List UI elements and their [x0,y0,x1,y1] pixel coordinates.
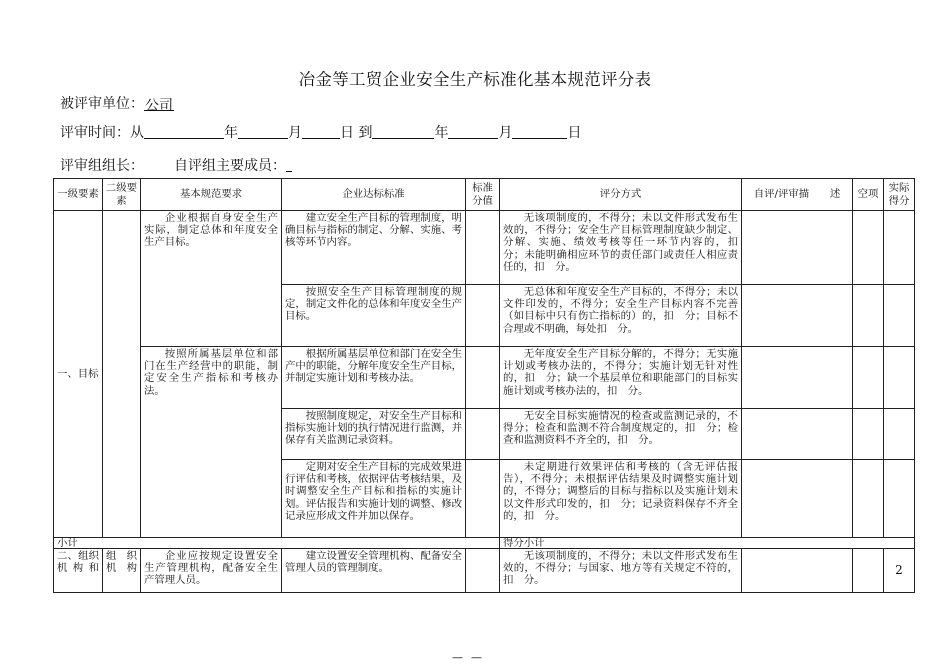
standard-cell: 根据所属基层单位和部门在安全生产中的职能，分解年度安全生产目标，并制定实施计划和考核办法。 [282,347,466,409]
self-review-cell[interactable] [742,285,853,347]
subtotal-row [54,538,915,549]
standard-score-cell[interactable] [466,347,500,409]
actual-score-cell[interactable] [884,409,915,460]
standard-score-cell[interactable] [466,409,500,460]
time-to-label: 到 [358,125,373,141]
empty-item-cell[interactable] [853,347,884,409]
standard-cell: 建立安全生产目标的管理制度，明确目标与指标的制定、分解、实施、考核等环节内容。 [282,211,466,285]
actual-score-cell[interactable] [884,347,915,409]
section1-requirement-a: 企业根据自身安全生产实际，制定总体和年度安全生产目标。 [141,211,282,347]
header-actual-score: 实际得分 [884,179,915,211]
self-review-cell[interactable] [742,549,853,593]
start-year-field[interactable] [144,123,224,139]
header-lvl1: 一级要素 [54,179,103,211]
review-time-line [60,122,581,142]
scoring-method-cell: 无安全目标实施情况的检查或监测记录的，不得分；检查和监测不符合制度规定的，扣 分；检查和监测资料不齐全的，扣 分。 [500,409,742,460]
section2-lvl1: 二、组织机构和 [54,549,103,593]
actual-score-cell[interactable] [884,211,915,285]
end-year-field[interactable] [372,123,434,139]
empty-item-cell[interactable] [853,549,884,593]
team-leader-label: 评审组组长： [60,158,144,174]
standard-score-cell[interactable] [466,549,500,593]
empty-item-cell[interactable] [853,409,884,460]
start-day-field[interactable] [302,123,340,139]
standard-cell: 按照安全生产目标管理制度的规定，制定文件化的总体和年度安全生产目标。 [282,285,466,347]
table-row [54,549,915,593]
self-review-cell[interactable] [742,347,853,409]
table-header-row [54,179,915,211]
start-month-field[interactable] [238,123,288,139]
standard-cell: 定期对安全生产目标的完成效果进行评估和考核，依据评估考核结果，及时调整安全生产目标和指标的实施计划。评估报告和实施计划的调整、修改记录应形成文件并加以保存。 [282,460,466,538]
section1-requirement-b: 按照所属基层单位和部门在生产经营中的职能，制定安全生产指标和考核办法。 [141,347,282,538]
scoring-method-cell: 无该项制度的，不得分；未以文件形式发布生效的，不得分；安全生产目标管理制度缺少制定、分解、实施、绩效考核等任一环节内容的，扣 分；未能明确相应环节的责任部门或责任人相应责任的，扣 分。 [500,211,742,285]
table-row [54,347,915,409]
section1-lvl1: 一、目标 [54,211,103,538]
section2-requirement: 企业应按规定设置安全生产管理机构，配备安全生产管理人员。 [141,549,282,593]
section2-lvl2: 组织机构 [103,549,141,593]
reviewed-unit-field[interactable] [144,95,174,114]
reviewed-unit-line [60,93,174,113]
end-day-field[interactable] [512,123,567,139]
scoring-method-cell: 无总体和年度安全生产目标的，不得分；未以文件印发的，不得分；安全生产目标内容不完善（如目标中只有伤亡指标的）的，扣 分；目标不合理或不明确，每处扣 分。 [500,285,742,347]
review-team-line [60,155,292,175]
reviewed-unit-label: 被评审单位： [60,96,144,112]
header-basic-requirements: 基本规范要求 [141,179,282,211]
section1-lvl2-cell[interactable] [103,211,141,538]
end-month-unit: 月 [498,125,513,141]
subtotal-label: 小计 [54,538,500,549]
document-title: 冶金等工贸企业安全生产标准化基本规范评分表 [298,70,652,89]
scoring-method-cell: 无该项制度的，不得分；未以文件形式发布生效的，不得分；与国家、地方等有关规定不符的，扣 分。 [500,549,742,593]
end-year-unit: 年 [434,125,449,141]
team-members-label: 自评组主要成员： [174,158,286,174]
team-members-field[interactable] [286,156,292,172]
start-month-unit: 月 [288,125,302,141]
actual-score-cell[interactable] [884,460,915,538]
page-number-mark: —— [452,651,490,664]
review-time-label: 评审时间：从 [60,125,144,141]
standard-cell: 按照制度规定，对安全生产目标和指标实施计划的执行情况进行监测，并保存有关监测记录资料。 [282,409,466,460]
self-review-cell[interactable] [742,460,853,538]
scoring-method-cell: 无年度安全生产目标分解的，不得分；无实施计划或考核办法的，不得分；实施计划无针对性的，扣 分；缺一个基层单位和职能部门的目标实施计划或考核办法的，扣 分。 [500,347,742,409]
scoring-table [53,178,915,593]
scoring-method-cell: 未定期进行效果评估和考核的（含无评估报告），不得分；未根据评估结果及时调整实施计划的，不得分；调整后的目标与指标以及实施计划未以文件形式印发的，扣 分；记录资料保存不齐全的，扣 分。 [500,460,742,538]
header-lvl2: 二级要素 [103,179,141,211]
empty-item-cell[interactable] [853,285,884,347]
start-day-unit: 日 [340,125,354,141]
end-day-unit: 日 [567,125,582,141]
score-subtotal-label: 得分小计 [500,538,915,549]
header-empty-item: 空项 [853,179,884,211]
reviewed-unit-value: 公司 [145,98,173,114]
standard-score-cell[interactable] [466,285,500,347]
header-enterprise-standard: 企业达标标准 [282,179,466,211]
standard-cell: 建立设置安全管理机构、配备安全管理人员的管理制度。 [282,549,466,593]
header-self-review-description: 自评/评审描 述 [742,179,853,211]
table-row [54,211,915,285]
actual-score-cell[interactable] [884,285,915,347]
header-scoring-method: 评分方式 [500,179,742,211]
empty-item-cell[interactable] [853,211,884,285]
header-standard-score: 标准分值 [466,179,500,211]
standard-score-cell[interactable] [466,460,500,538]
actual-score-cell[interactable]: 2 [884,549,915,593]
empty-item-cell[interactable] [853,460,884,538]
start-year-unit: 年 [224,125,238,141]
self-review-cell[interactable] [742,211,853,285]
end-month-field[interactable] [448,123,498,139]
self-review-cell[interactable] [742,409,853,460]
standard-score-cell[interactable] [466,211,500,285]
